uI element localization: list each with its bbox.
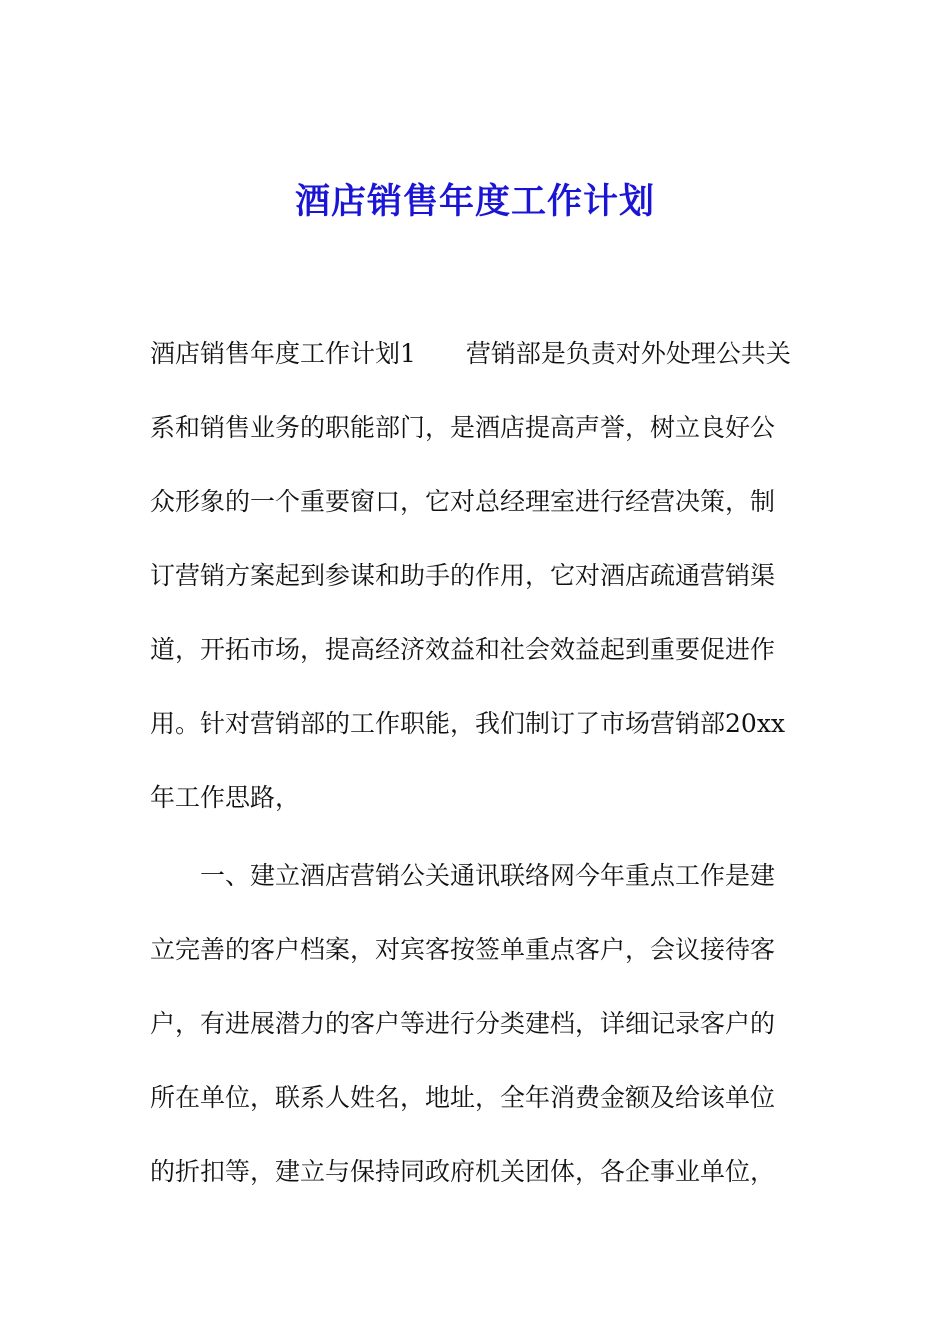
body-line: 一、建立酒店营销公关通讯联络网今年重点工作是建 [150,861,776,890]
body-line: 的折扣等，建立与保持同政府机关团体，各企事业单位， [150,1157,776,1186]
body-line: 立完善的客户档案，对宾客按签单重点客户，会议接待客 [150,935,776,964]
body-line: 众形象的一个重要窗口，它对总经理室进行经营决策，制 [150,487,776,516]
body-line: 订营销方案起到参谋和助手的作用，它对酒店疏通营销渠 [150,561,776,590]
body-line: 系和销售业务的职能部门，是酒店提高声誉，树立良好公 [150,413,776,442]
document-title: 酒店销售年度工作计划 [294,181,655,222]
body-line: 用。针对营销部的工作职能，我们制订了市场营销部20xx [150,709,786,738]
body-line: 道，开拓市场，提高经济效益和社会效益起到重要促进作 [150,635,776,664]
body-line: 年工作思路， [150,783,301,812]
body-line: 户，有进展潜力的客户等进行分类建档，详细记录客户的 [150,1009,776,1038]
body-line: 酒店销售年度工作计划1 营销部是负责对外处理公共关 [150,339,791,368]
body-line: 所在单位，联系人姓名，地址，全年消费金额及给该单位 [150,1083,776,1112]
